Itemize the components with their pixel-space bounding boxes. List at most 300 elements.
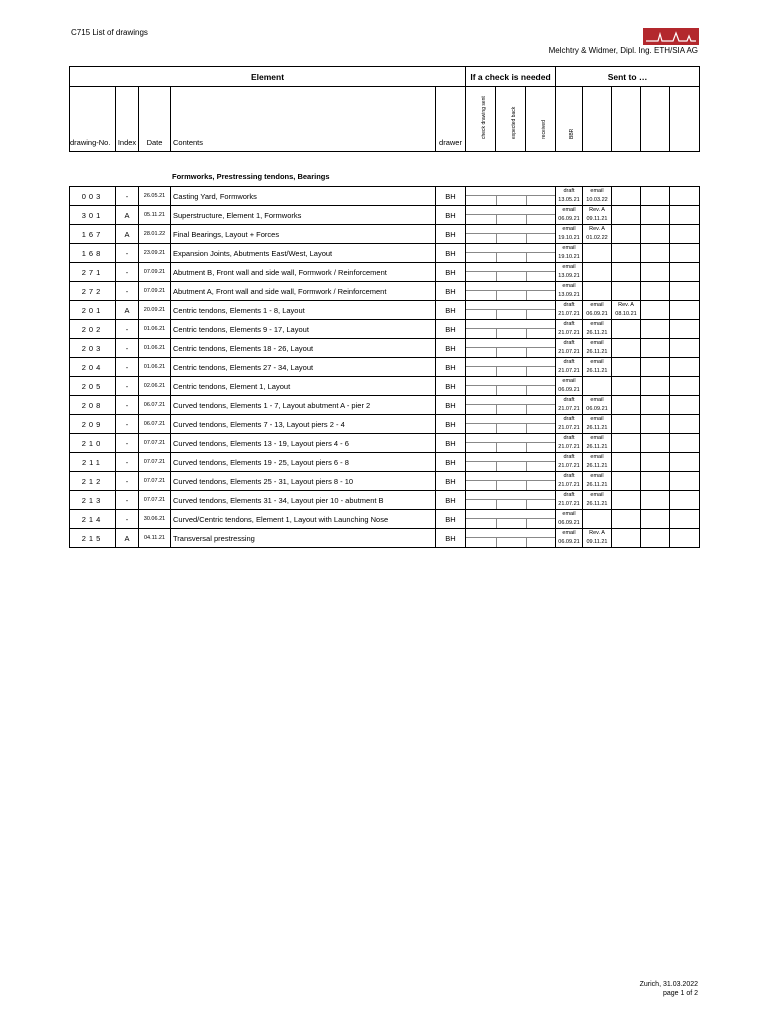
- sent-type: draft: [563, 321, 575, 327]
- sent-cell: [612, 415, 641, 434]
- sent-date: 06.09.21: [586, 406, 608, 412]
- drawing-index: -: [116, 510, 139, 529]
- sent-cell: [612, 206, 641, 225]
- drawing-drawer: BH: [436, 453, 466, 472]
- sent-date: 10.03.22: [586, 197, 608, 203]
- sent-date: 19.10.21: [558, 254, 580, 260]
- table-row: [70, 491, 700, 510]
- table-row: [70, 244, 700, 263]
- sent-cell: [583, 377, 612, 396]
- header-check-needed: If a check is needed: [466, 67, 556, 87]
- sent-cell: [612, 320, 641, 339]
- drawing-index: -: [116, 491, 139, 510]
- expected-back-cell: [496, 396, 526, 415]
- drawing-drawer: BH: [436, 415, 466, 434]
- bbr-cell: [556, 282, 583, 301]
- received-cell: [526, 377, 556, 396]
- expected-back-cell: [496, 301, 526, 320]
- drawing-no: 201: [70, 301, 116, 320]
- sent-date: 06.09.21: [558, 539, 580, 545]
- check-sent-cell: [466, 472, 496, 491]
- sent-type: Rev. A: [589, 530, 605, 536]
- bbr-cell: [556, 263, 583, 282]
- drawing-contents: Centric tendons, Elements 27 - 34, Layout: [171, 358, 436, 377]
- sent-cell: [583, 301, 612, 320]
- bbr-cell: [556, 301, 583, 320]
- drawing-index: -: [116, 472, 139, 491]
- document-title: C715 List of drawings: [71, 28, 148, 37]
- sent-type: email: [562, 226, 576, 232]
- received-cell: [526, 301, 556, 320]
- sent-cell-extra: [641, 320, 670, 339]
- sent-cell-extra: [641, 415, 670, 434]
- received-cell: [526, 396, 556, 415]
- sent-cell: [612, 434, 641, 453]
- company-name: Melchtry & Widmer, Dipl. Ing. ETH/SIA AG: [548, 46, 698, 55]
- drawing-no: 272: [70, 282, 116, 301]
- drawing-date: 07.07.21: [139, 434, 171, 453]
- sent-date: 21.07.21: [558, 482, 580, 488]
- table-row: [70, 472, 700, 491]
- check-sent-cell: [466, 320, 496, 339]
- sent-cell: [612, 472, 641, 491]
- received-cell: [526, 244, 556, 263]
- sent-date: 26.11.21: [586, 501, 608, 507]
- col-received: [526, 87, 556, 152]
- expected-back-cell: [496, 320, 526, 339]
- sent-cell: [583, 206, 612, 225]
- drawing-index: -: [116, 339, 139, 358]
- sent-date: 13.05.21: [558, 197, 580, 203]
- drawing-date: 01.06.21: [139, 358, 171, 377]
- sent-type: email: [590, 416, 604, 422]
- bbr-cell: [556, 472, 583, 491]
- expected-back-cell: [496, 263, 526, 282]
- drawing-contents: Curved tendons, Elements 1 - 7, Layout abutment A - pier 2: [171, 396, 436, 415]
- drawing-no: 214: [70, 510, 116, 529]
- sent-cell-extra: [641, 301, 670, 320]
- drawing-index: A: [116, 206, 139, 225]
- check-sent-cell: [466, 301, 496, 320]
- table-row: [70, 434, 700, 453]
- sent-cell-extra: [670, 434, 700, 453]
- sent-cell-extra: [641, 377, 670, 396]
- sent-type: Rev. A: [589, 226, 605, 232]
- drawing-drawer: BH: [436, 510, 466, 529]
- sent-cell-extra: [641, 434, 670, 453]
- received-cell: [526, 453, 556, 472]
- drawing-drawer: BH: [436, 244, 466, 263]
- drawing-no: 203: [70, 339, 116, 358]
- sent-cell: [612, 225, 641, 244]
- sent-date: 09.11.21: [586, 216, 608, 222]
- check-sent-cell: [466, 282, 496, 301]
- sent-type: email: [590, 302, 604, 308]
- sent-type: draft: [563, 397, 575, 403]
- sent-cell: [612, 282, 641, 301]
- col-drawing-no: drawing-No.: [70, 87, 116, 152]
- sent-cell-extra: [670, 263, 700, 282]
- table-row: [70, 529, 700, 548]
- drawing-no: 209: [70, 415, 116, 434]
- bbr-cell: [556, 187, 583, 206]
- sent-type: email: [562, 207, 576, 213]
- sent-cell-extra: [670, 206, 700, 225]
- drawing-no: 210: [70, 434, 116, 453]
- sent-date: 21.07.21: [558, 330, 580, 336]
- sent-cell: [583, 244, 612, 263]
- sent-date: 26.11.21: [586, 425, 608, 431]
- sent-type: email: [562, 511, 576, 517]
- col-sent-3: [612, 87, 641, 152]
- received-cell: [526, 472, 556, 491]
- footer-place-date: Zurich, 31.03.2022: [639, 981, 698, 988]
- check-sent-cell: [466, 529, 496, 548]
- drawing-date: 30.06.21: [139, 510, 171, 529]
- bbr-cell: [556, 491, 583, 510]
- col-index: Index: [116, 87, 139, 152]
- bbr-cell: [556, 225, 583, 244]
- drawing-index: -: [116, 187, 139, 206]
- drawing-date: 23.09.21: [139, 244, 171, 263]
- drawing-contents: Abutment A, Front wall and side wall, Formwork / Reinforcement: [171, 282, 436, 301]
- check-sent-cell: [466, 491, 496, 510]
- drawing-index: -: [116, 415, 139, 434]
- drawing-drawer: BH: [436, 529, 466, 548]
- drawing-no: 003: [70, 187, 116, 206]
- sent-cell: [583, 358, 612, 377]
- header-sent-to: Sent to …: [556, 67, 700, 87]
- bbr-cell: [556, 206, 583, 225]
- drawing-index: -: [116, 453, 139, 472]
- sent-cell-extra: [670, 320, 700, 339]
- table-row: [70, 187, 700, 206]
- drawing-index: A: [116, 529, 139, 548]
- drawing-index: A: [116, 225, 139, 244]
- drawing-contents: Centric tendons, Elements 18 - 26, Layout: [171, 339, 436, 358]
- drawing-drawer: BH: [436, 206, 466, 225]
- drawing-contents: Final Bearings, Layout + Forces: [171, 225, 436, 244]
- sent-cell: [612, 187, 641, 206]
- sent-date: 26.11.21: [586, 330, 608, 336]
- sent-cell: [583, 320, 612, 339]
- drawing-date: 07.07.21: [139, 453, 171, 472]
- received-cell: [526, 225, 556, 244]
- table-row: [70, 377, 700, 396]
- table-row: [70, 225, 700, 244]
- sent-date: 21.07.21: [558, 406, 580, 412]
- sent-cell-extra: [670, 377, 700, 396]
- check-sent-cell: [466, 187, 496, 206]
- sent-type: email: [590, 435, 604, 441]
- sent-cell-extra: [641, 187, 670, 206]
- sent-cell-extra: [641, 396, 670, 415]
- sent-date: 21.07.21: [558, 311, 580, 317]
- sent-type: draft: [563, 454, 575, 460]
- check-sent-cell: [466, 339, 496, 358]
- check-sent-cell: [466, 244, 496, 263]
- drawing-index: -: [116, 377, 139, 396]
- sent-date: 01.02.22: [586, 235, 608, 241]
- check-sent-cell: [466, 415, 496, 434]
- sent-cell-extra: [641, 510, 670, 529]
- drawing-index: -: [116, 244, 139, 263]
- sent-cell: [583, 396, 612, 415]
- sent-cell: [612, 377, 641, 396]
- drawings-table: [69, 186, 700, 548]
- check-sent-cell: [466, 377, 496, 396]
- sent-date: 06.09.21: [558, 216, 580, 222]
- footer-page: page 1 of 2: [662, 990, 698, 997]
- table-row: [70, 282, 700, 301]
- received-cell: [526, 339, 556, 358]
- received-cell: [526, 434, 556, 453]
- drawing-no: 204: [70, 358, 116, 377]
- bbr-cell: [556, 377, 583, 396]
- drawing-contents: Abutment B, Front wall and side wall, Formwork / Reinforcement: [171, 263, 436, 282]
- sent-cell: [583, 263, 612, 282]
- received-cell: [526, 320, 556, 339]
- sent-date: 21.07.21: [558, 463, 580, 469]
- col-sent-5: [670, 87, 700, 152]
- drawing-date: 07.09.21: [139, 263, 171, 282]
- sent-cell: [612, 263, 641, 282]
- bbr-cell: [556, 529, 583, 548]
- sent-type: email: [590, 359, 604, 365]
- expected-back-cell: [496, 491, 526, 510]
- bbr-cell: [556, 358, 583, 377]
- sent-type: email: [590, 454, 604, 460]
- col-expected-back-label: expected back: [510, 106, 517, 139]
- drawing-contents: Curved tendons, Elements 7 - 13, Layout piers 2 - 4: [171, 415, 436, 434]
- drawing-drawer: BH: [436, 339, 466, 358]
- drawing-no: 215: [70, 529, 116, 548]
- sent-cell-extra: [670, 339, 700, 358]
- sent-date: 26.11.21: [586, 368, 608, 374]
- sent-cell-extra: [641, 358, 670, 377]
- sent-date: 06.09.21: [558, 387, 580, 393]
- drawing-drawer: BH: [436, 396, 466, 415]
- sent-cell: [612, 339, 641, 358]
- sent-type: email: [590, 321, 604, 327]
- received-cell: [526, 510, 556, 529]
- drawing-drawer: BH: [436, 282, 466, 301]
- drawing-date: 07.09.21: [139, 282, 171, 301]
- sent-date: 21.07.21: [558, 425, 580, 431]
- drawing-drawer: BH: [436, 491, 466, 510]
- section-title: Formworks, Prestressing tendons, Bearings: [172, 172, 330, 181]
- bbr-cell: [556, 510, 583, 529]
- received-cell: [526, 358, 556, 377]
- sent-cell: [583, 339, 612, 358]
- bbr-cell: [556, 320, 583, 339]
- table-row: [70, 358, 700, 377]
- received-cell: [526, 263, 556, 282]
- expected-back-cell: [496, 187, 526, 206]
- drawing-drawer: BH: [436, 434, 466, 453]
- drawing-contents: Curved tendons, Elements 25 - 31, Layout piers 8 - 10: [171, 472, 436, 491]
- table-row: [70, 320, 700, 339]
- drawing-index: -: [116, 320, 139, 339]
- sent-type: email: [562, 378, 576, 384]
- sent-type: draft: [563, 359, 575, 365]
- sent-type: draft: [563, 435, 575, 441]
- drawing-contents: Casting Yard, Formworks: [171, 187, 436, 206]
- drawing-index: -: [116, 358, 139, 377]
- sent-cell-extra: [670, 225, 700, 244]
- drawing-date: 07.07.21: [139, 472, 171, 491]
- drawing-drawer: BH: [436, 377, 466, 396]
- expected-back-cell: [496, 434, 526, 453]
- sent-cell-extra: [641, 339, 670, 358]
- received-cell: [526, 282, 556, 301]
- table-row: [70, 263, 700, 282]
- drawing-date: 06.07.21: [139, 415, 171, 434]
- sent-type: draft: [563, 492, 575, 498]
- sent-cell-extra: [670, 396, 700, 415]
- sent-type: email: [590, 397, 604, 403]
- sent-type: email: [590, 340, 604, 346]
- sent-cell-extra: [641, 206, 670, 225]
- drawing-index: A: [116, 301, 139, 320]
- col-check-sent-label: check drawing sent: [480, 96, 487, 139]
- received-cell: [526, 491, 556, 510]
- drawing-drawer: BH: [436, 263, 466, 282]
- sent-cell: [583, 453, 612, 472]
- drawing-contents: Superstructure, Element 1, Formworks: [171, 206, 436, 225]
- drawing-drawer: BH: [436, 472, 466, 491]
- col-date: Date: [139, 87, 171, 152]
- sent-type: draft: [563, 188, 575, 194]
- expected-back-cell: [496, 529, 526, 548]
- sent-cell: [612, 244, 641, 263]
- drawing-index: -: [116, 434, 139, 453]
- expected-back-cell: [496, 415, 526, 434]
- check-sent-cell: [466, 453, 496, 472]
- sent-cell: [583, 472, 612, 491]
- drawing-contents: Curved tendons, Elements 19 - 25, Layout piers 6 - 8: [171, 453, 436, 472]
- sent-cell: [583, 282, 612, 301]
- drawing-no: 168: [70, 244, 116, 263]
- drawing-no: 167: [70, 225, 116, 244]
- drawing-contents: Centric tendons, Elements 9 - 17, Layout: [171, 320, 436, 339]
- sent-type: email: [562, 530, 576, 536]
- drawing-contents: Centric tendons, Elements 1 - 8, Layout: [171, 301, 436, 320]
- col-bbr-label: BBR: [569, 128, 576, 139]
- expected-back-cell: [496, 377, 526, 396]
- header-table: [69, 66, 700, 152]
- sent-type: email: [562, 264, 576, 270]
- sent-cell-extra: [670, 415, 700, 434]
- col-sent-2: [583, 87, 612, 152]
- drawing-no: 205: [70, 377, 116, 396]
- sent-cell: [583, 225, 612, 244]
- bbr-cell: [556, 434, 583, 453]
- sent-cell: [583, 187, 612, 206]
- bbr-cell: [556, 453, 583, 472]
- footer: [640, 980, 698, 998]
- drawing-date: 02.06.21: [139, 377, 171, 396]
- sent-type: Rev. A: [589, 207, 605, 213]
- sent-date: 13.09.21: [558, 292, 580, 298]
- col-check-sent: [466, 87, 496, 152]
- sent-cell-extra: [670, 358, 700, 377]
- sent-cell-extra: [641, 491, 670, 510]
- drawing-contents: Centric tendons, Element 1, Layout: [171, 377, 436, 396]
- sent-type: Rev. A: [618, 302, 634, 308]
- drawing-no: 211: [70, 453, 116, 472]
- sent-type: email: [590, 188, 604, 194]
- sent-type: email: [562, 245, 576, 251]
- drawing-drawer: BH: [436, 187, 466, 206]
- col-bbr: [556, 87, 583, 152]
- drawing-date: 01.06.21: [139, 339, 171, 358]
- drawing-date: 26.05.21: [139, 187, 171, 206]
- sent-cell-extra: [670, 472, 700, 491]
- table-row: [70, 301, 700, 320]
- check-sent-cell: [466, 206, 496, 225]
- check-sent-cell: [466, 510, 496, 529]
- company-logo: [643, 28, 699, 45]
- received-cell: [526, 206, 556, 225]
- sent-type: email: [590, 492, 604, 498]
- bbr-cell: [556, 339, 583, 358]
- received-cell: [526, 187, 556, 206]
- drawing-date: 04.11.21: [139, 529, 171, 548]
- sent-type: draft: [563, 340, 575, 346]
- sent-date: 19.10.21: [558, 235, 580, 241]
- check-sent-cell: [466, 396, 496, 415]
- sent-type: email: [590, 473, 604, 479]
- expected-back-cell: [496, 244, 526, 263]
- sent-cell-extra: [670, 510, 700, 529]
- received-cell: [526, 529, 556, 548]
- table-row: [70, 453, 700, 472]
- sent-cell: [583, 529, 612, 548]
- header-element: Element: [70, 67, 466, 87]
- drawing-no: 212: [70, 472, 116, 491]
- drawing-index: -: [116, 282, 139, 301]
- expected-back-cell: [496, 282, 526, 301]
- sent-date: 21.07.21: [558, 368, 580, 374]
- drawing-no: 271: [70, 263, 116, 282]
- sent-cell-extra: [641, 263, 670, 282]
- drawing-contents: Curved tendons, Elements 13 - 19, Layout piers 4 - 6: [171, 434, 436, 453]
- sent-cell-extra: [641, 282, 670, 301]
- expected-back-cell: [496, 510, 526, 529]
- table-row: [70, 339, 700, 358]
- drawing-drawer: BH: [436, 358, 466, 377]
- table-row: [70, 206, 700, 225]
- sent-type: draft: [563, 302, 575, 308]
- sent-cell-extra: [670, 491, 700, 510]
- sent-cell: [612, 358, 641, 377]
- sent-cell-extra: [670, 301, 700, 320]
- expected-back-cell: [496, 225, 526, 244]
- sent-cell: [583, 491, 612, 510]
- table-row: [70, 415, 700, 434]
- sent-cell-extra: [670, 282, 700, 301]
- drawing-index: -: [116, 263, 139, 282]
- expected-back-cell: [496, 472, 526, 491]
- sent-date: 21.07.21: [558, 501, 580, 507]
- drawing-date: 06.07.21: [139, 396, 171, 415]
- sent-type: draft: [563, 473, 575, 479]
- bbr-cell: [556, 244, 583, 263]
- sent-date: 26.11.21: [586, 463, 608, 469]
- drawing-contents: Curved tendons, Elements 31 - 34, Layout pier 10 - abutment B: [171, 491, 436, 510]
- sent-date: 13.09.21: [558, 273, 580, 279]
